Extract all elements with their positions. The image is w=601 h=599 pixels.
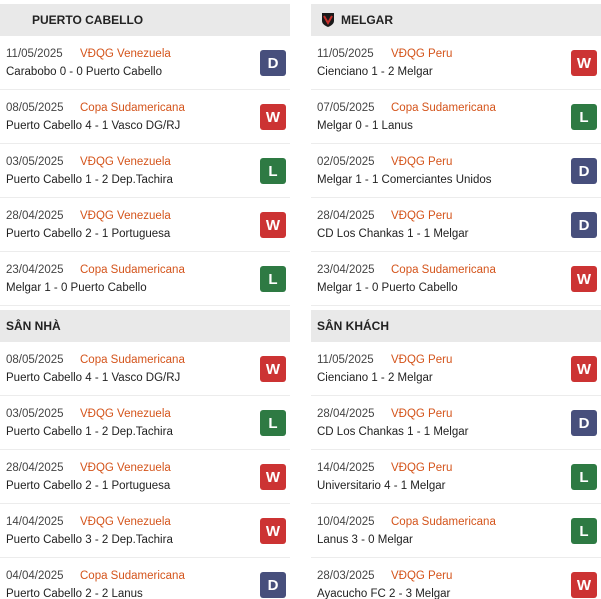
result-badge: W — [260, 356, 286, 382]
competition-link[interactable]: Copa Sudamericana — [391, 264, 496, 276]
match-row[interactable] — [311, 198, 601, 252]
match-date: 08/05/2025 — [6, 354, 64, 366]
match-score: Ayacucho FC 2 - 3 Melgar — [317, 588, 451, 599]
match-date: 08/05/2025 — [6, 102, 64, 114]
venue-header — [311, 310, 601, 342]
match-date: 03/05/2025 — [6, 156, 64, 168]
competition-link[interactable]: VĐQG Peru — [391, 210, 453, 222]
team-name: PUERTO CABELLO — [32, 13, 144, 27]
team-name: MELGAR — [341, 13, 393, 27]
match-score: CD Los Chankas 1 - 1 Melgar — [317, 426, 469, 438]
match-row[interactable] — [0, 36, 290, 90]
match-date: 28/04/2025 — [317, 408, 375, 420]
result-badge: W — [571, 572, 597, 598]
team-header — [0, 4, 290, 36]
competition-link[interactable]: VĐQG Venezuela — [80, 48, 171, 60]
match-date: 02/05/2025 — [317, 156, 375, 168]
match-date: 14/04/2025 — [6, 516, 64, 528]
match-score: Cienciano 1 - 2 Melgar — [317, 372, 433, 384]
competition-link[interactable]: Copa Sudamericana — [391, 516, 496, 528]
puerto-cabello-column — [0, 0, 290, 599]
match-date: 28/04/2025 — [6, 210, 64, 222]
match-score: Puerto Cabello 1 - 2 Dep.Tachira — [6, 174, 173, 186]
competition-link[interactable]: VĐQG Peru — [391, 354, 453, 366]
result-badge: D — [571, 212, 597, 238]
match-row[interactable] — [0, 396, 290, 450]
competition-link[interactable]: Copa Sudamericana — [80, 354, 185, 366]
match-list — [0, 36, 290, 306]
away-section — [311, 310, 601, 599]
result-badge: L — [260, 266, 286, 292]
competition-link[interactable]: VĐQG Venezuela — [80, 156, 171, 168]
match-row[interactable] — [0, 558, 290, 599]
competition-link[interactable]: VĐQG Peru — [391, 408, 453, 420]
result-badge: W — [260, 104, 286, 130]
result-badge: W — [260, 464, 286, 490]
match-score: Melgar 0 - 1 Lanus — [317, 120, 413, 132]
match-score: Cienciano 1 - 2 Melgar — [317, 66, 433, 78]
match-score: Melgar 1 - 1 Comerciantes Unidos — [317, 174, 492, 186]
competition-link[interactable]: Copa Sudamericana — [80, 264, 185, 276]
melgar-column — [311, 0, 601, 599]
competition-link[interactable]: VĐQG Peru — [391, 570, 453, 582]
venue-title: SÂN KHÁCH — [317, 319, 389, 333]
match-row[interactable] — [0, 450, 290, 504]
competition-link[interactable]: VĐQG Venezuela — [80, 516, 171, 528]
melgar-crest-icon — [321, 12, 335, 28]
competition-link[interactable]: Copa Sudamericana — [80, 570, 185, 582]
match-date: 23/04/2025 — [6, 264, 64, 276]
match-date: 28/03/2025 — [317, 570, 375, 582]
match-score: Puerto Cabello 2 - 2 Lanus — [6, 588, 143, 599]
competition-link[interactable]: VĐQG Venezuela — [80, 408, 171, 420]
match-row[interactable] — [311, 252, 601, 306]
match-score: Puerto Cabello 2 - 1 Portuguesa — [6, 228, 171, 240]
result-badge: D — [260, 50, 286, 76]
match-score: Puerto Cabello 1 - 2 Dep.Tachira — [6, 426, 173, 438]
match-row[interactable] — [311, 90, 601, 144]
recent-form-section — [311, 4, 601, 306]
match-list — [0, 342, 290, 599]
match-score: Universitario 4 - 1 Melgar — [317, 480, 446, 492]
match-date: 07/05/2025 — [317, 102, 375, 114]
venue-header — [0, 310, 290, 342]
result-badge: L — [260, 410, 286, 436]
match-row[interactable] — [311, 144, 601, 198]
competition-link[interactable]: Copa Sudamericana — [80, 102, 185, 114]
result-badge: W — [571, 356, 597, 382]
match-row[interactable] — [311, 558, 601, 599]
match-list — [311, 342, 601, 599]
competition-link[interactable]: VĐQG Peru — [391, 48, 453, 60]
home-section — [0, 310, 290, 599]
team-header — [311, 4, 601, 36]
result-badge: D — [260, 572, 286, 598]
match-row[interactable] — [0, 198, 290, 252]
match-row[interactable] — [0, 144, 290, 198]
result-badge: W — [260, 518, 286, 544]
result-badge: W — [571, 50, 597, 76]
match-score: Melgar 1 - 0 Puerto Cabello — [6, 282, 147, 294]
competition-link[interactable]: VĐQG Peru — [391, 462, 453, 474]
result-badge: L — [260, 158, 286, 184]
match-date: 14/04/2025 — [317, 462, 375, 474]
match-score: Puerto Cabello 2 - 1 Portuguesa — [6, 480, 171, 492]
match-score: Puerto Cabello 3 - 2 Dep.Tachira — [6, 534, 173, 546]
match-list — [311, 36, 601, 306]
result-badge: D — [571, 410, 597, 436]
match-date: 11/05/2025 — [317, 48, 374, 60]
match-date: 03/05/2025 — [6, 408, 64, 420]
match-date: 28/04/2025 — [317, 210, 375, 222]
match-row[interactable] — [0, 90, 290, 144]
result-badge: W — [260, 212, 286, 238]
competition-link[interactable]: VĐQG Venezuela — [80, 462, 171, 474]
match-score: Puerto Cabello 4 - 1 Vasco DG/RJ — [6, 120, 181, 132]
match-row[interactable] — [311, 396, 601, 450]
result-badge: L — [571, 518, 597, 544]
recent-form-section — [0, 4, 290, 306]
venue-title: SÂN NHÀ — [6, 319, 61, 333]
match-date: 11/05/2025 — [6, 48, 63, 60]
result-badge: L — [571, 464, 597, 490]
result-badge: W — [571, 266, 597, 292]
match-score: CD Los Chankas 1 - 1 Melgar — [317, 228, 469, 240]
match-date: 28/04/2025 — [6, 462, 64, 474]
competition-link[interactable]: VĐQG Venezuela — [80, 210, 171, 222]
match-row[interactable] — [0, 342, 290, 396]
match-date: 11/05/2025 — [317, 354, 374, 366]
result-badge: D — [571, 158, 597, 184]
match-row[interactable] — [311, 36, 601, 90]
match-row[interactable] — [0, 252, 290, 306]
match-score: Carabobo 0 - 0 Puerto Cabello — [6, 66, 162, 78]
match-row[interactable] — [311, 342, 601, 396]
match-date: 04/04/2025 — [6, 570, 64, 582]
result-badge: L — [571, 104, 597, 130]
match-score: Puerto Cabello 4 - 1 Vasco DG/RJ — [6, 372, 181, 384]
match-date: 10/04/2025 — [317, 516, 375, 528]
match-date: 23/04/2025 — [317, 264, 375, 276]
match-score: Lanus 3 - 0 Melgar — [317, 534, 413, 546]
match-row[interactable] — [0, 504, 290, 558]
match-row[interactable] — [311, 450, 601, 504]
competition-link[interactable]: Copa Sudamericana — [391, 102, 496, 114]
match-score: Melgar 1 - 0 Puerto Cabello — [317, 282, 458, 294]
competition-link[interactable]: VĐQG Peru — [391, 156, 453, 168]
match-row[interactable] — [311, 504, 601, 558]
